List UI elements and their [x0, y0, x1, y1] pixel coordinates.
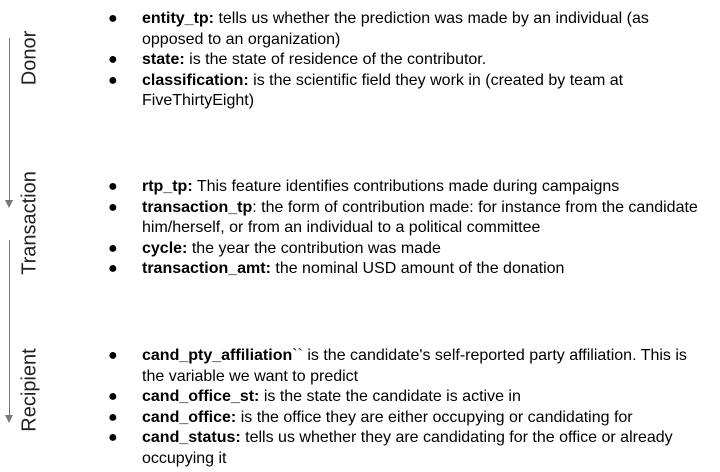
- donor-to-transaction-arrow-line: [9, 38, 10, 203]
- bullet-icon: ●: [108, 71, 118, 89]
- description: `` is the candidate's self-reported party affiliation. This is the variable we want to predict: [142, 347, 687, 385]
- description: tells us whether the prediction was made by an individual (as opposed to an organization): [142, 10, 649, 48]
- term: transaction_tp: [142, 198, 253, 216]
- bullet-icon: ●: [108, 178, 118, 195]
- description: is the state of residence of the contributor.: [184, 51, 487, 68]
- list-item: [108, 177, 708, 198]
- donor-label: Donor: [18, 30, 41, 86]
- term: cand_office_st:: [142, 388, 260, 405]
- list-item: [108, 346, 708, 387]
- list-item: [108, 9, 708, 50]
- description: : the form of contribution made: for instance from the candidate him/herself, or from an individual to a political committee: [142, 198, 698, 236]
- term: cand_status:: [142, 429, 241, 446]
- description: is the scientific field they work in (created by team at FiveThirtyEight): [142, 71, 624, 109]
- list-item: [108, 239, 708, 260]
- recipient-section: [108, 346, 708, 469]
- transaction-to-recipient-arrow-line: [9, 240, 10, 418]
- bullet-icon: ●: [108, 429, 118, 446]
- term: cycle:: [142, 239, 188, 257]
- bullet-icon: ●: [108, 260, 118, 277]
- bullet-icon: ●: [108, 408, 118, 426]
- description: is the state the candidate is active in: [259, 388, 521, 405]
- list-item: [108, 50, 708, 71]
- transaction-label: Transaction: [18, 171, 41, 275]
- term: cand_pty_affiliation: [142, 347, 293, 364]
- donor-section: [108, 9, 708, 112]
- bullet-icon: ●: [108, 239, 118, 257]
- term: classification:: [142, 71, 249, 89]
- transaction-section: [108, 177, 708, 280]
- term: rtp_tp:: [142, 178, 193, 195]
- bullet-icon: ●: [108, 347, 118, 364]
- donor-to-transaction-arrowhead-icon: [5, 200, 13, 208]
- recipient-label: Recipient: [18, 348, 41, 432]
- description: This feature identifies contributions made during campaigns: [192, 178, 620, 195]
- list-item: [108, 71, 708, 112]
- bullet-icon: ●: [108, 198, 118, 216]
- list-item: [108, 259, 708, 280]
- description: the nominal USD amount of the donation: [270, 260, 565, 277]
- list-item: [108, 428, 708, 469]
- term: transaction_amt:: [142, 260, 271, 277]
- term: entity_tp:: [142, 10, 214, 27]
- list-item: [108, 408, 708, 429]
- description: the year the contribution was made: [187, 239, 441, 257]
- list-item: [108, 198, 708, 239]
- list-item: [108, 387, 708, 408]
- term: state:: [142, 51, 185, 68]
- transaction-to-recipient-arrowhead-icon: [5, 415, 13, 423]
- term: cand_office:: [142, 408, 237, 426]
- description: tells us whether they are candidating for the office or already occupying it: [142, 429, 673, 467]
- bullet-icon: ●: [108, 51, 118, 68]
- bullet-icon: ●: [108, 10, 118, 27]
- description: is the office they are either occupying or candidating for: [236, 408, 633, 426]
- bullet-icon: ●: [108, 388, 118, 405]
